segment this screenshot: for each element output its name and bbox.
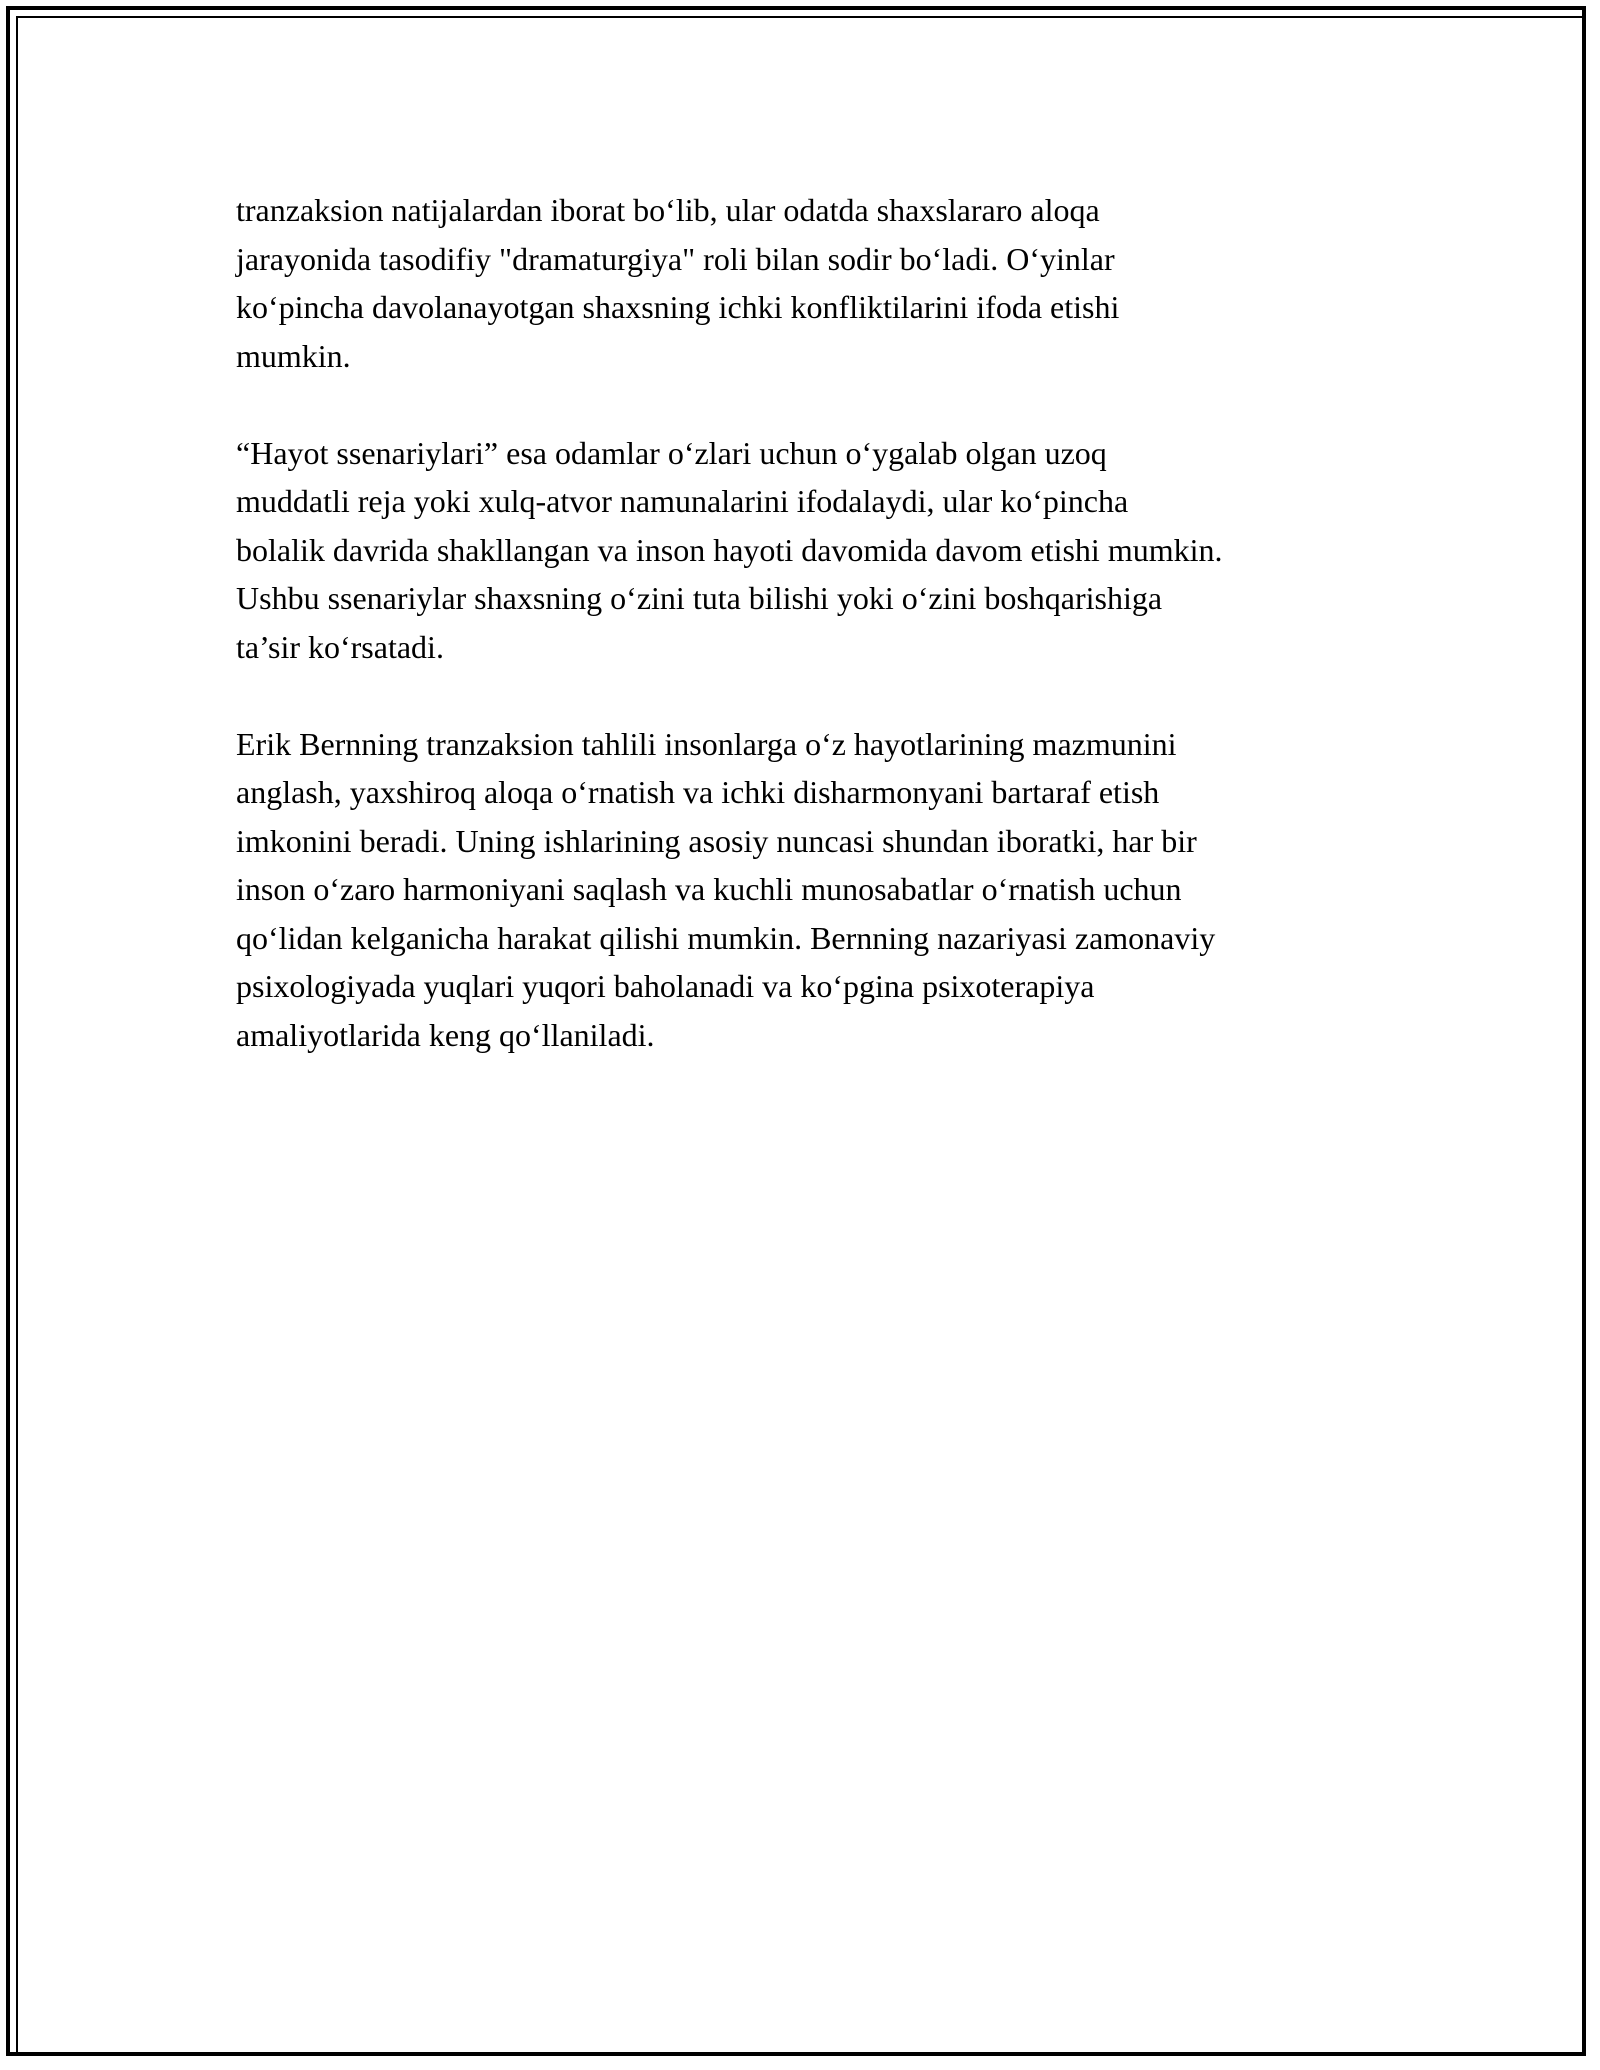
paragraph-line: qo‘lidan kelganicha harakat qilishi mumkin. Bernning nazariyasi zamonaviy [236, 919, 1216, 956]
paragraph-spacer [236, 380, 1386, 429]
paragraph-line: imkonini beradi. Uning ishlarining asosiy nuncasi shundan iboratki, har bir [236, 822, 1197, 859]
paragraph-line: bolalik davrida shakllangan va inson hayoti davomida davom etishi mumkin. [236, 531, 1223, 568]
paragraph-line: ta’sir ko‘rsatadi. [236, 628, 444, 665]
paragraph-line: muddatli reja yoki xulq-atvor namunalarini ifodalaydi, ular ko‘pincha [236, 483, 1129, 519]
paragraph-3 [236, 720, 1386, 1060]
paragraph-line: ko‘pincha davolanayotgan shaxsning ichki konfliktilarini ifoda etishi [236, 289, 1120, 325]
paragraph-line: amaliyotlarida keng qo‘llaniladi. [236, 1016, 655, 1053]
paragraph-spacer [236, 671, 1386, 720]
paragraph-line: inson o‘zaro harmoniyani saqlash va kuchli munosabatlar o‘rnatish uchun [236, 871, 1182, 907]
paragraph-line: jarayonida tasodifiy "dramaturgiya" roli bilan sodir bo‘ladi. O‘yinlar [236, 240, 1115, 277]
paragraph-1 [236, 186, 1386, 380]
paragraph-line: Erik Bernning tranzaksion tahlili insonlarga o‘z hayotlarining mazmunini [236, 725, 1177, 762]
paragraph-line: mumkin. [236, 337, 351, 374]
paragraph-line: Ushbu ssenariylar shaxsning o‘zini tuta bilishi yoki o‘zini boshqarishiga [236, 580, 1163, 616]
paragraph-line: anglash, yaxshiroq aloqa o‘rnatish va ichki disharmonyani bartaraf etish [236, 774, 1160, 810]
paragraph-2 [236, 429, 1386, 672]
paragraph-line: psixologiyada yuqlari yuqori baholanadi va ko‘pgina psixoterapiya [236, 968, 1095, 1004]
paragraph-line: tranzaksion natijalardan iborat bo‘lib, ular odatda shaxslararo aloqa [236, 192, 1100, 228]
paragraph-line: “Hayot ssenariylari” esa odamlar o‘zlari uchun o‘ygalab olgan uzoq [236, 434, 1107, 471]
document-body [236, 186, 1386, 1059]
